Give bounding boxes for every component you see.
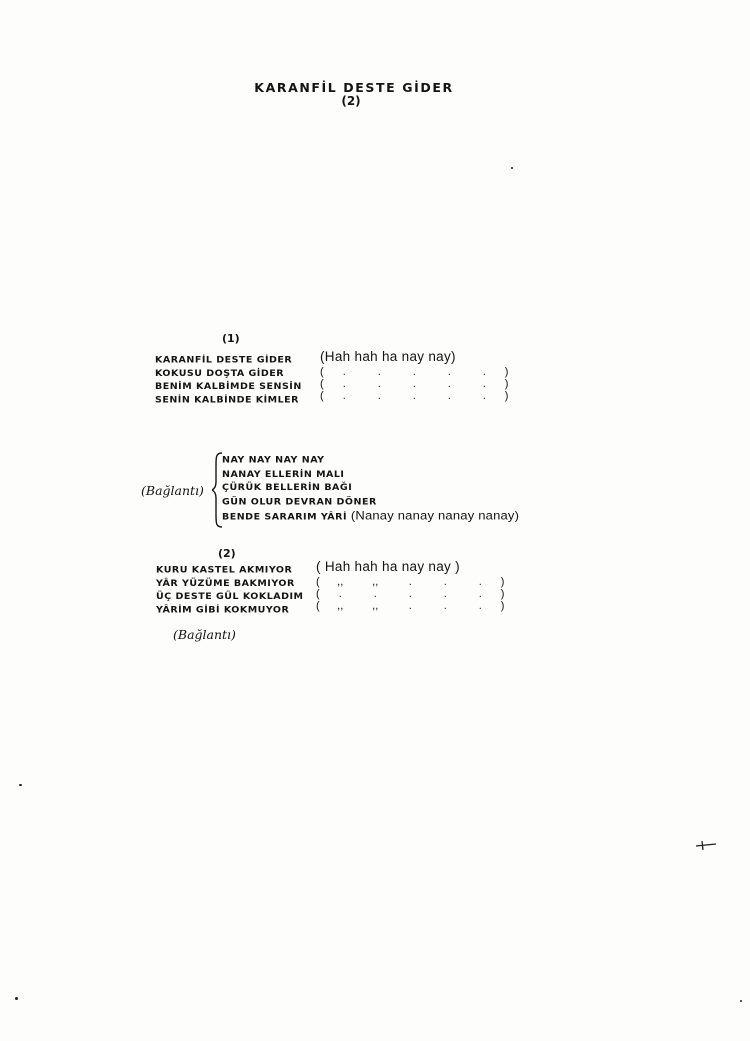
baglanti-lyrics xyxy=(222,454,519,525)
verse-1-number: (1) xyxy=(222,332,240,345)
baglanti-line: GÜN OLUR DEVRAN DÖNER xyxy=(222,496,377,507)
baglanti-line: NAY NAY NAY NAY xyxy=(222,454,325,466)
verse-1-lyrics xyxy=(155,354,302,407)
verse-line: KARANFİL DESTE GİDER xyxy=(155,354,293,366)
verse-2-lyrics xyxy=(156,564,304,617)
verse-1-refrain: (Hah hah ha nay nay) xyxy=(320,349,456,364)
verse-line: KOKUSU DOŞTA GİDER xyxy=(155,368,285,379)
verse-line: YÂR YÜZÜME BAKMIYOR xyxy=(156,578,295,589)
pen-mark xyxy=(694,838,718,852)
song-title: KARANFİL DESTE GİDER xyxy=(254,80,454,95)
verse-line: KURU KASTEL AKMIYOR xyxy=(156,564,293,576)
verse-1-ditto-block: ( . . . . . ) ( . . . . . ) ( . . . . . ) xyxy=(320,366,509,402)
verse-2-baglanti-ref: (Bağlantı) xyxy=(173,627,236,642)
baglanti-line: NANAY ELLERİN MALI xyxy=(222,468,345,480)
song-subtitle: (2) xyxy=(341,94,361,108)
verse-2-refrain: ( Hah hah ha nay nay ) xyxy=(316,559,460,574)
baglanti-label: (Bağlantı) xyxy=(141,483,204,498)
scan-speck xyxy=(740,1000,742,1002)
verse-line: ÜÇ DESTE GÜL KOKLADIM xyxy=(156,591,304,602)
verse-2-ditto-block: ( ,, ,, . . . ) ( . . . . . ) ( ,, ,, . . . ) xyxy=(316,576,505,612)
baglanti-line: ÇÜRÜK BELLERİN BAĞI xyxy=(222,482,353,493)
verse-2-number: (2) xyxy=(218,547,236,560)
scan-speck xyxy=(511,167,513,169)
scan-speck xyxy=(19,784,22,786)
verse-line: YÂRİM GİBİ KOKMUYOR xyxy=(156,604,290,616)
baglanti-tail: (Nanay nanay nanay nanay) xyxy=(350,508,520,523)
baglanti-line: BENDE SARARIM YÂRİ xyxy=(222,511,348,523)
verse-line: BENİM KALBİMDE SENSİN xyxy=(155,381,302,392)
verse-line: SENİN KALBİNDE KİMLER xyxy=(155,394,299,406)
scan-speck xyxy=(15,997,18,1000)
